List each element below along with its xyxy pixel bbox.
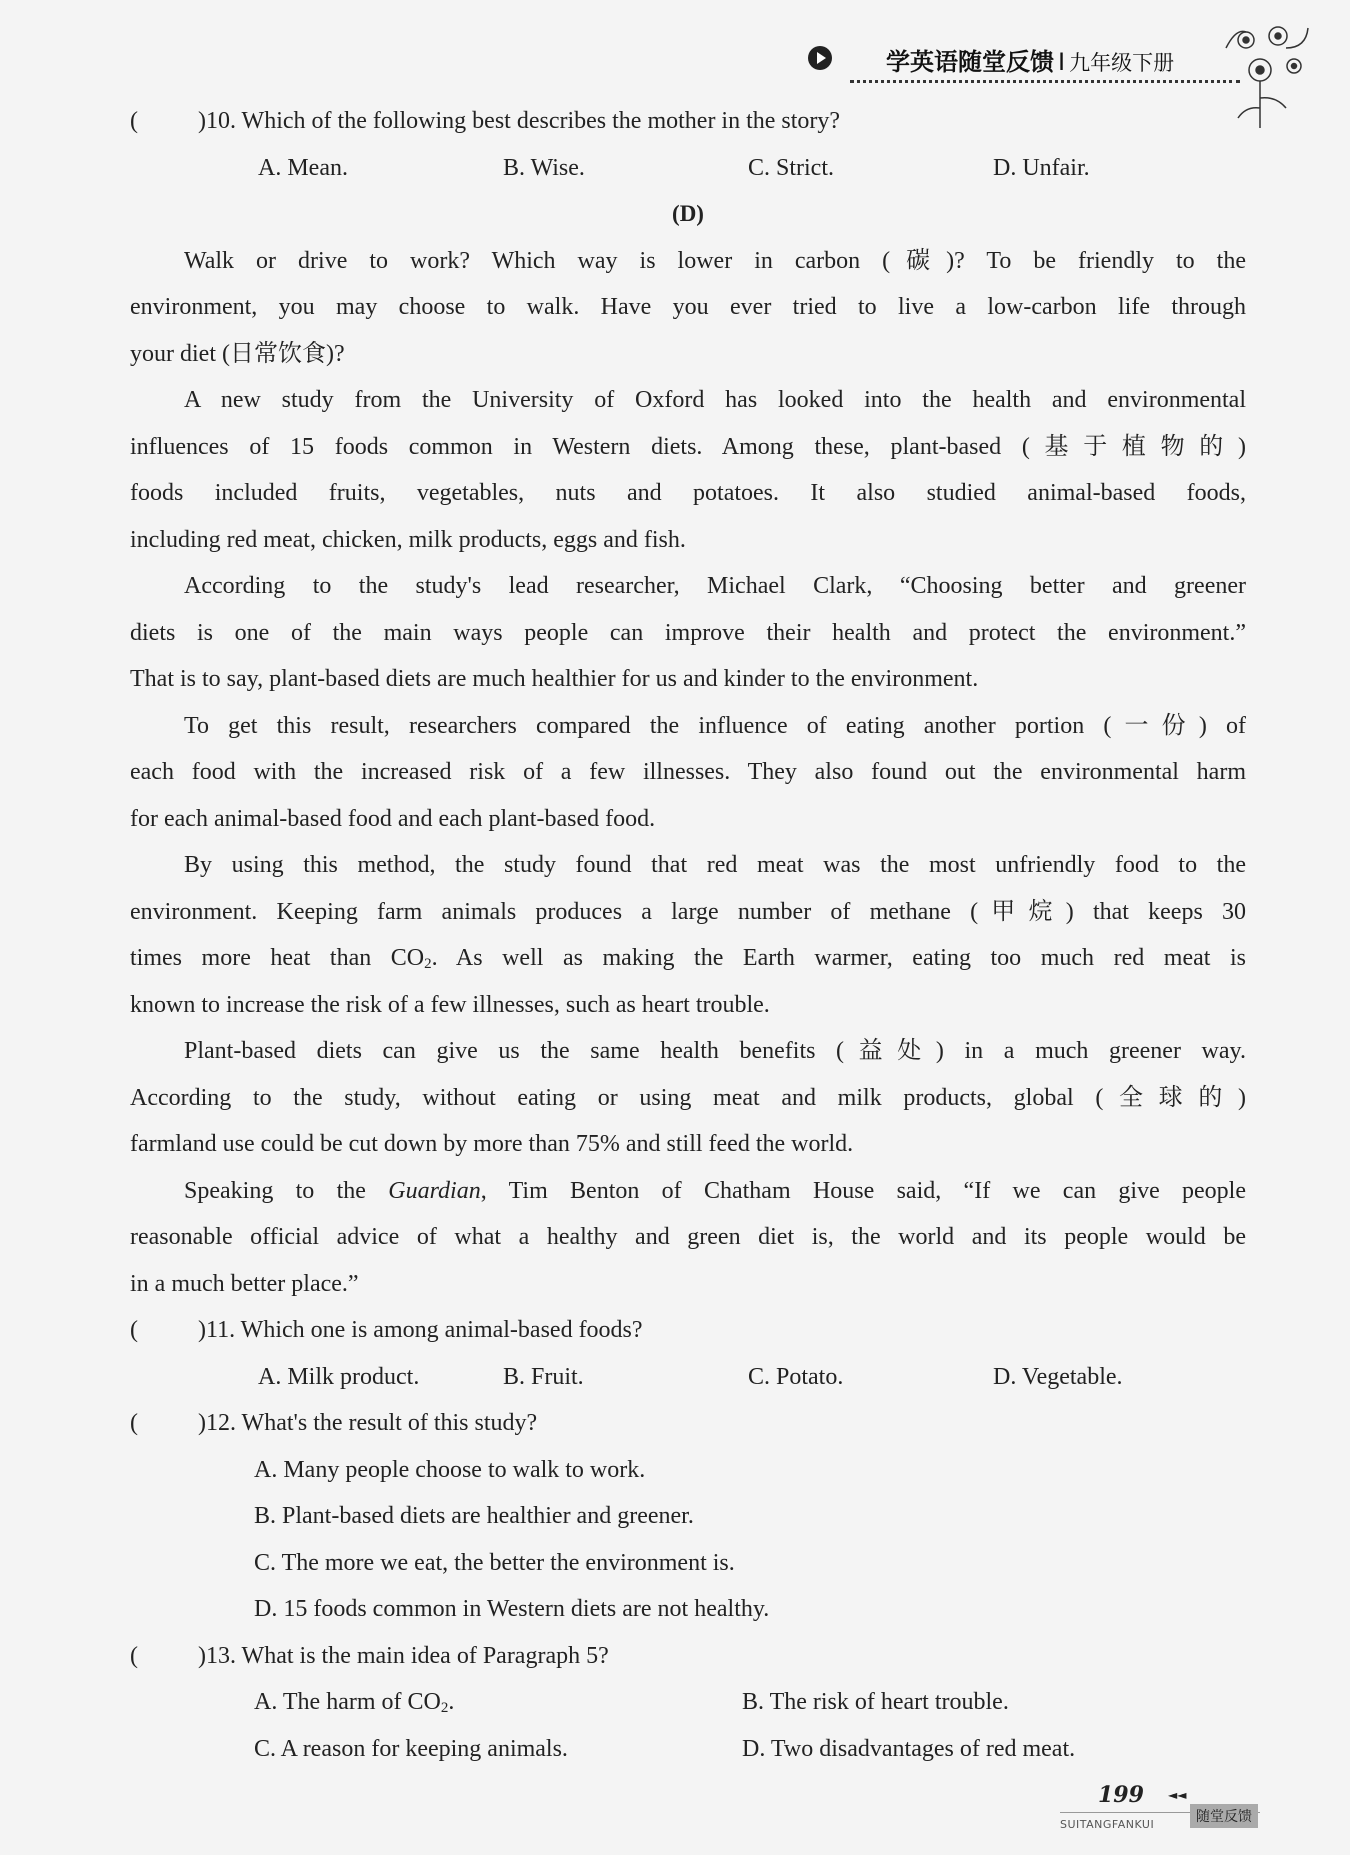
paragraph-line: including red meat, chicken, milk products, eggs and fish. xyxy=(130,526,686,553)
paragraph-line: According to the study, without eating or using meat and milk products, global (全球的) xyxy=(130,1084,1246,1111)
book-title-text: 学英语随堂反馈 xyxy=(886,48,1054,76)
option-a[interactable] xyxy=(254,1679,454,1732)
paragraph-3 xyxy=(130,563,1246,703)
paragraph-line: Plant-based diets can give us the same health benefits (益处) in a much greener way. xyxy=(184,1038,1246,1064)
question-text: )12. What's the result of this study? xyxy=(198,1410,538,1436)
title-separator: I xyxy=(1058,48,1066,76)
paragraph-line: environment, you may choose to walk. Have you ever tried to live a low-carbon life through xyxy=(130,294,1246,320)
option-d[interactable]: D. Unfair. xyxy=(993,154,1090,181)
paragraph-line: Walk or drive to work? Which way is lower in carbon (碳)? To be friendly to the xyxy=(184,247,1246,274)
paragraph-1 xyxy=(130,238,1246,378)
paragraph-line: environment. Keeping farm animals produces a large number of methane (甲烷) that keeps 30 xyxy=(130,898,1246,925)
answer-blank[interactable]: ( xyxy=(130,108,138,134)
option-c[interactable]: C. The more we eat, the better the environment is. xyxy=(254,1549,735,1576)
option-b[interactable]: B. The risk of heart trouble. xyxy=(742,1689,1009,1715)
option-c[interactable]: C. Potato. xyxy=(748,1363,844,1390)
option-a[interactable]: A. Mean. xyxy=(258,154,348,181)
page-footer xyxy=(1060,1778,1350,1838)
page-header xyxy=(800,38,1300,98)
option-d[interactable]: D. Two disadvantages of red meat. xyxy=(742,1735,1076,1762)
play-icon xyxy=(808,46,832,70)
book-title xyxy=(886,42,1174,77)
option-c[interactable]: C. Strict. xyxy=(748,154,835,181)
option-b[interactable]: B. Fruit. xyxy=(503,1363,584,1390)
paragraph-line: reasonable official advice of what a healthy and green diet is, the world and its people would be xyxy=(130,1224,1246,1250)
header-dotted-rule xyxy=(850,80,1240,83)
option-b[interactable]: B. Wise. xyxy=(503,154,585,181)
answer-blank[interactable]: ( xyxy=(130,1317,138,1343)
paragraph-line xyxy=(130,1168,1246,1215)
paragraph-line: That is to say, plant-based diets are much healthier for us and kinder to the environment. xyxy=(130,666,979,692)
paragraph-line: in a much better place.” xyxy=(130,1270,359,1297)
section-heading: (D) xyxy=(672,201,704,226)
paragraph-line: influences of 15 foods common in Western diets. Among these, plant-based (基于植物的) xyxy=(130,433,1246,460)
q12-option-c-row xyxy=(130,1540,1246,1587)
paragraph-line xyxy=(130,935,1246,982)
option-a[interactable]: A. Many people choose to walk to work. xyxy=(254,1456,646,1483)
question-10 xyxy=(130,98,1246,145)
text-span: times more heat than CO xyxy=(130,945,425,971)
question-11 xyxy=(130,1307,1246,1354)
q13-options-row-1 xyxy=(130,1679,1246,1726)
footer-badge: 随堂反馈 xyxy=(1190,1804,1258,1828)
text-span: Speaking to the xyxy=(184,1177,389,1204)
paragraph-6 xyxy=(130,1028,1246,1168)
page-content xyxy=(130,98,1246,1772)
double-arrow-icon: ◄◄ xyxy=(1168,1788,1187,1802)
footer-brand: SUITANGFANKUI xyxy=(1060,1818,1155,1831)
question-13 xyxy=(130,1633,1246,1680)
paragraph-line: By using this method, the study found that red meat was the most unfriendly food to the xyxy=(184,852,1246,878)
q12-option-d-row xyxy=(130,1586,1246,1633)
book-subtitle: 九年级下册 xyxy=(1069,51,1175,75)
page-number: 199 xyxy=(1098,1782,1144,1808)
text-span: . xyxy=(448,1689,455,1715)
newspaper-name: Guardian xyxy=(388,1177,481,1204)
option-d[interactable]: D. Vegetable. xyxy=(993,1363,1123,1390)
question-text: )13. What is the main idea of Paragraph 5? xyxy=(198,1642,609,1669)
option-b[interactable]: B. Plant-based diets are healthier and greener. xyxy=(254,1503,694,1529)
paragraph-line: A new study from the University of Oxford has looked into the health and environmental xyxy=(184,387,1246,413)
paragraph-line: known to increase the risk of a few illnesses, such as heart trouble. xyxy=(130,991,770,1018)
question-12 xyxy=(130,1400,1246,1447)
text-span: A. The harm of CO xyxy=(254,1689,441,1715)
answer-blank[interactable]: ( xyxy=(130,1410,138,1436)
paragraph-4 xyxy=(130,703,1246,843)
paragraph-line: farmland use could be cut down by more than 75% and still feed the world. xyxy=(130,1131,854,1157)
option-d[interactable]: D. 15 foods common in Western diets are not healthy. xyxy=(254,1596,770,1622)
paragraph-2 xyxy=(130,377,1246,563)
subscript: 2 xyxy=(424,956,432,972)
paragraph-line: your diet (日常饮食)? xyxy=(130,340,345,367)
paragraph-line: According to the study's lead researcher, Michael Clark, “Choosing better and greener xyxy=(184,573,1246,599)
q12-option-b-row xyxy=(130,1493,1246,1540)
paragraph-5 xyxy=(130,842,1246,1028)
q11-options xyxy=(130,1354,1246,1401)
q13-options-row-2 xyxy=(130,1726,1246,1773)
paragraph-line: diets is one of the main ways people can improve their health and protect the environment.” xyxy=(130,619,1246,646)
option-a[interactable]: A. Milk product. xyxy=(258,1363,420,1390)
question-text: )10. Which of the following best describes the mother in the story? xyxy=(198,108,841,134)
paragraph-line: for each animal-based food and each plant-based food. xyxy=(130,805,656,832)
subscript: 2 xyxy=(440,1700,449,1716)
question-text: )11. Which one is among animal-based foods? xyxy=(198,1317,643,1343)
text-span: . As well as making the Earth warmer, eating too much red meat is xyxy=(431,945,1246,971)
q12-option-a-row xyxy=(130,1447,1246,1494)
paragraph-line: each food with the increased risk of a few illnesses. They also found out the environmental harm xyxy=(130,759,1246,785)
paragraph-line: foods included fruits, vegetables, nuts and potatoes. It also studied animal-based foods, xyxy=(130,480,1246,506)
answer-blank[interactable]: ( xyxy=(130,1642,138,1669)
q10-options xyxy=(130,145,1246,192)
paragraph-7 xyxy=(130,1168,1246,1308)
option-c[interactable]: C. A reason for keeping animals. xyxy=(254,1735,568,1762)
paragraph-line: To get this result, researchers compared the influence of eating another portion (一份) of xyxy=(184,712,1246,739)
text-span: , Tim Benton of Chatham House said, “If we can give people xyxy=(480,1177,1247,1204)
